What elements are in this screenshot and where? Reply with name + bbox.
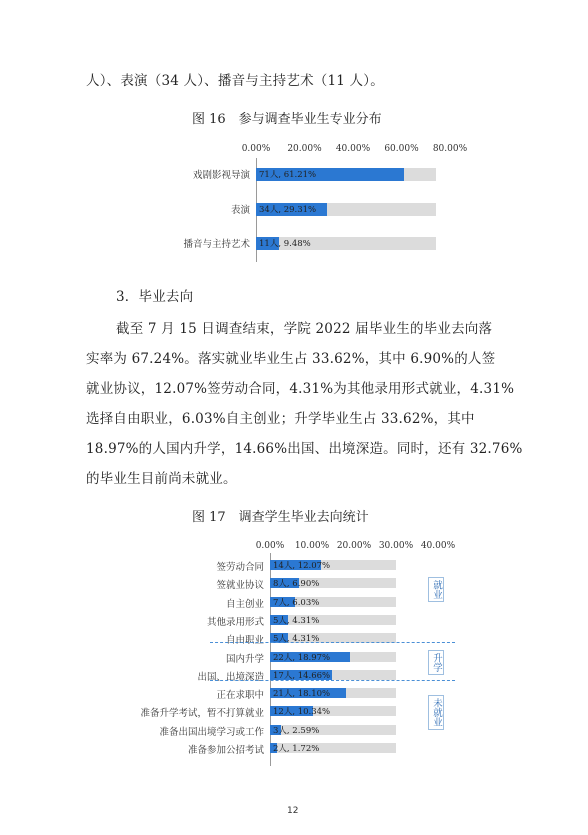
category-label: 表演 [230,205,250,216]
data-label: 22人, 18.97% [273,652,331,663]
category-label: 正在求职中 [216,690,264,702]
category-label: 出国、出境深造 [197,671,264,683]
x-tick-label: 20.00% [336,541,372,551]
category-label: 其他录用形式 [206,616,264,628]
figure-17-caption: 图 17 调查学生毕业去向统计 [192,510,369,525]
paragraph-line-4: 选择自由职业，6.03%自主创业；升学毕业生占 33.62%，其中 [86,411,475,427]
page-number: 12 [287,806,299,816]
data-label: 12人, 10.34% [273,707,331,718]
data-label: 5人, 4.31% [273,634,320,645]
data-label: 71人, 61.21% [259,170,317,180]
paragraph-line-3: 就业协议，12.07%签劳动合同，4.31%为其他录用形式就业，4.31% [86,381,515,397]
data-label: 2人, 1.72% [273,744,320,754]
section-heading: 3．毕业去向 [116,289,194,305]
category-label: 自由职业 [225,635,264,647]
figure-16-caption: 图 16 参与调查毕业生专业分布 [192,112,382,127]
category-label: 国内升学 [225,653,264,665]
data-label: 3人, 2.59% [273,725,320,736]
x-tick-label: 10.00% [294,541,330,551]
category-label: 准备升学考试，暂不打算就业 [140,708,264,720]
data-label: 8人, 6.90% [273,579,320,590]
group-label: 未就业 [428,695,444,730]
x-tick-label: 40.00% [335,144,371,154]
group-separator [210,680,455,681]
data-label: 21人, 18.10% [273,689,331,700]
category-label: 戏剧影视导演 [192,170,250,181]
group-label: 升学 [428,650,444,675]
x-tick-label: 0.00% [255,541,285,551]
x-tick-label: 0.00% [241,144,271,154]
category-label: 准备出国出境学习或工作 [159,726,264,738]
x-tick-label: 40.00% [420,541,456,551]
group-separator [210,642,455,643]
paragraph-line-2: 实率为 67.24%。落实就业毕业生占 33.62%，其中 6.90%的人签 [86,351,496,367]
paragraph-line-5: 18.97%的人国内升学，14.66%出国、出境深造。同时，还有 32.76% [86,441,523,457]
group-label: 就业 [428,577,444,602]
category-label: 签劳动合同 [216,562,264,573]
category-label: 准备参加公招考试 [187,745,264,756]
data-label: 17人, 14.66% [273,670,331,681]
x-tick-label: 20.00% [287,144,322,154]
x-tick-label: 30.00% [378,541,414,551]
x-tick-label: 60.00% [384,144,419,154]
paragraph-line-6: 的毕业生目前尚未就业。 [86,471,237,487]
data-label: 5人, 4.31% [273,615,320,626]
x-tick-label: 80.00% [432,144,468,154]
category-label: 自主创业 [225,598,264,610]
paragraph-line-1: 截至 7 月 15 日调查结束，学院 2022 届毕业生的毕业去向落 [116,321,493,337]
body-text-line: 人）、表演（34 人）、播音与主持艺术（11 人）。 [86,73,384,89]
data-label: 34人, 29.31% [259,205,317,215]
category-label: 签就业协议 [216,580,264,592]
category-label: 播音与主持艺术 [183,239,250,250]
data-label: 14人, 12.07% [273,561,331,571]
data-label: 7人, 6.03% [273,597,320,608]
data-label: 11人, 9.48% [259,239,311,249]
